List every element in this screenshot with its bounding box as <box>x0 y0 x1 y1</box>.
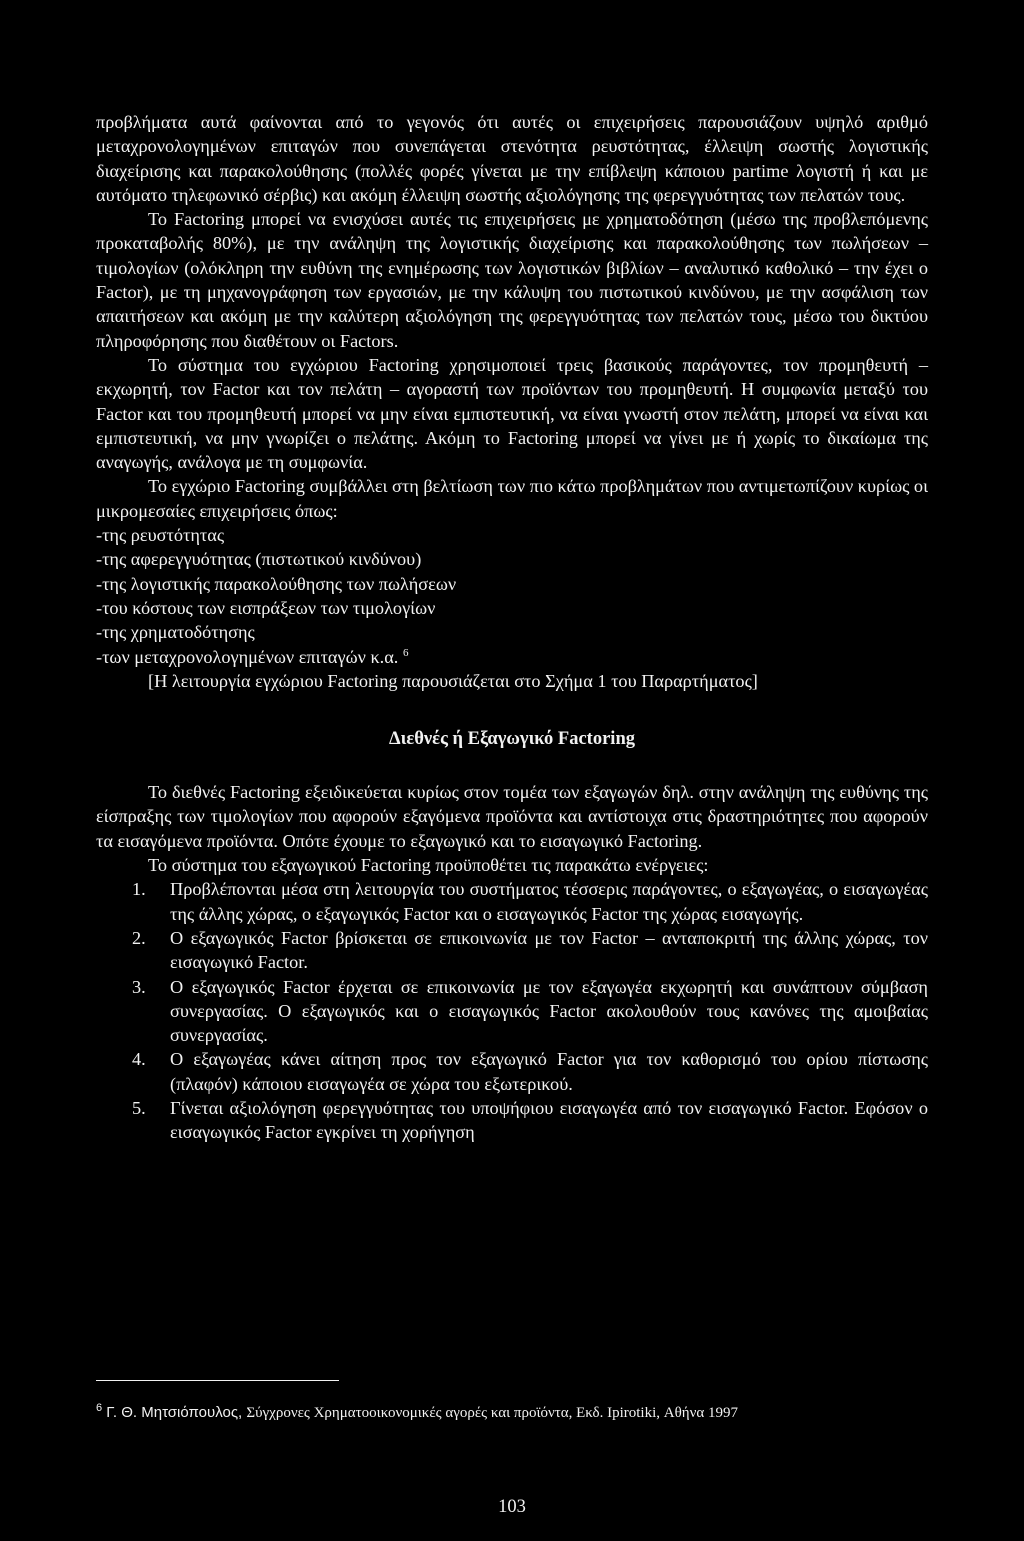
item-number: 4. <box>132 1049 146 1070</box>
numbered-item <box>96 1096 928 1145</box>
item-text: Γίνεται αξιολόγηση φερεγγυότητας του υποψήφιου εισαγωγέα από τον εισαγωγικό Factor. Εφόσον ο εισαγωγικός Factor εγκρίνει τη χορήγηση <box>170 1097 928 1143</box>
section-heading: Διεθνές ή Εξαγωγικό Factoring <box>389 729 635 750</box>
page-number: 103 <box>498 1497 526 1517</box>
item-number: 1. <box>132 879 146 900</box>
item-number: 5. <box>132 1097 146 1118</box>
item-text: Ο εξαγωγέας κάνει αίτηση προς τον εξαγωγικό Factor για τον καθορισμό του ορίου πίστωσης (πλαφόν) κάποιου εισαγωγέα σε χώρα του εξωτερικού. <box>170 1049 928 1094</box>
paragraph-4: Το εγχώριο Factoring συμβάλλει στη βελτίωση των πιο κάτω προβλημάτων που αντιμετωπίζουν κυρίως οι μικρομεσαίες επιχειρήσεις όπως: <box>96 476 928 521</box>
numbered-item <box>96 975 928 1048</box>
footnote-divider <box>96 1380 339 1381</box>
numbered-list <box>96 877 928 1144</box>
footnote <box>96 1404 738 1422</box>
paragraph-2: Το Factoring μπορεί να ενισχύσει αυτές τις επιχειρήσεις με χρηματοδότηση (μέσω της προβλεπόμενης προκαταβολής 80%), με την ανάληψη της λογιστικής διαχείρισης και παρακολούθησης των πωλήσεων – τιμολογίων (ολόκληρη την ευθύνη της ενημέρωσης των λογιστικών βιβλίων – αναλυτικό καθολικό – την έχει ο Factor), με τη μηχανογράφηση των εργασιών, με την κάλυψη του πιστωτικού κινδύνου, με την ασφάλιση των απαιτήσεων και ακόμη με την καλύτερη αξιολόγηση της φερεγγυότητας των πελατών τους, μέσω του δικτύου πληροφόρησης που διαθέτουν οι Factors. <box>96 209 928 351</box>
item-number: 3. <box>132 976 146 997</box>
footnote-author: Γ. Θ. Μητσιόπουλος, <box>106 1404 247 1421</box>
list-item: -του κόστους των εισπράξεων των τιμολογίων <box>96 597 436 618</box>
footnote-reference: 6 <box>402 646 409 659</box>
list-item-text: -των μεταχρονολογημένων επιταγών κ.α. <box>96 646 399 667</box>
item-text: Ο εξαγωγικός Factor βρίσκεται σε επικοινωνία με τον Factor – ανταποκριτή της άλλης χώρας, τον εισαγωγικό Factor. <box>170 927 928 973</box>
body-text <box>96 110 928 1145</box>
list-item <box>96 645 928 669</box>
footnote-source: Σύγχρονες Χρηματοοικονομικές αγορές και προϊόντα, Εκδ. Ipirotiki, Αθήνα 1997 <box>246 1405 739 1421</box>
list-item: -της ρευστότητας <box>96 525 225 546</box>
item-number: 2. <box>132 927 146 948</box>
item-text: Ο εξαγωγικός Factor έρχεται σε επικοινωνία με τον εξαγωγέα εκχωρητή και συνάπτουν σύμβαση συνεργασίας. Ο εξαγωγικός και ο εισαγωγικός Factor ακολουθούν τους κανόνες της αμοιβαίας συνεργασίας. <box>170 976 928 1046</box>
footnote-marker: 6 <box>96 1402 103 1414</box>
paragraph-3: Το σύστημα του εγχώριου Factoring χρησιμοποιεί τρεις βασικούς παράγοντες, τον προμηθευτή – εκχωρητή, τον Factor και τον πελάτη – αγοραστή των προϊόντων του προμηθευτή. Η συμφωνία μεταξύ του Factor και του προμηθευτή μπορεί να μην είναι εμπιστευτική, να είναι γνωστή στον πελάτη, μπορεί να είναι και εμπιστευτική, να μην γνωρίζει ο πελάτης. Ακόμη το Factoring μπορεί να γίνει με ή χωρίς το δικαίωμα της αναγωγής, ανάλογα με τη συμφωνία. <box>96 354 928 473</box>
list-item: -της αφερεγγυότητας (πιστωτικού κινδύνου) <box>96 549 422 570</box>
paragraph-6: Το σύστημα του εξαγωγικού Factoring προϋποθέτει τις παρακάτω ενέργειες: <box>148 855 709 876</box>
paragraph-1: προβλήματα αυτά φαίνονται από το γεγονός ότι αυτές οι επιχειρήσεις παρουσιάζουν υψηλό αριθμό μεταχρονολογημένων επιταγών που συνεπάγεται στενότητα ρευστότητας, έλλειψη σωστής λογιστικής διαχείρισης και παρακολούθησης (πολλές φορές γίνεται με την επίβλεψη κάποιου partime λογιστή ή και με αυτόματο τηλεφωνικό σέρβις) και ακόμη έλλειψη σωστής αξιολόγησης της φερεγγυότητας των πελατών τους. <box>96 112 928 205</box>
figure-note: [Η λειτουργία εγχώριου Factoring παρουσιάζεται στο Σχήμα 1 του Παραρτήματος] <box>148 670 758 691</box>
list-item: -της λογιστικής παρακολούθησης των πωλήσεων <box>96 573 457 594</box>
item-text: Προβλέπονται μέσα στη λειτουργία του συστήματος τέσσερις παράγοντες, ο εξαγωγέας, ο εισαγωγέας της άλλης χώρας, ο εξαγωγικός Factor και ο εισαγωγικός Factor της χώρας εισαγωγής. <box>170 879 928 924</box>
list-item: -της χρηματοδότησης <box>96 622 255 643</box>
numbered-item <box>96 926 928 975</box>
paragraph-5: Το διεθνές Factoring εξειδικεύεται κυρίως στον τομέα των εξαγωγών δηλ. στην ανάληψη της ευθύνης της είσπραξης των τιμολογίων που αφορούν εξαγόμενα προϊόντα και αντίστοιχα στις δραστηριότητες που αφορούν τα εισαγόμενα προϊόντα. Οπότε έχουμε το εξαγωγικό και το εισαγωγικό Factoring. <box>96 782 928 851</box>
numbered-item <box>96 1047 928 1096</box>
problem-list <box>96 523 928 669</box>
numbered-item <box>96 877 928 926</box>
